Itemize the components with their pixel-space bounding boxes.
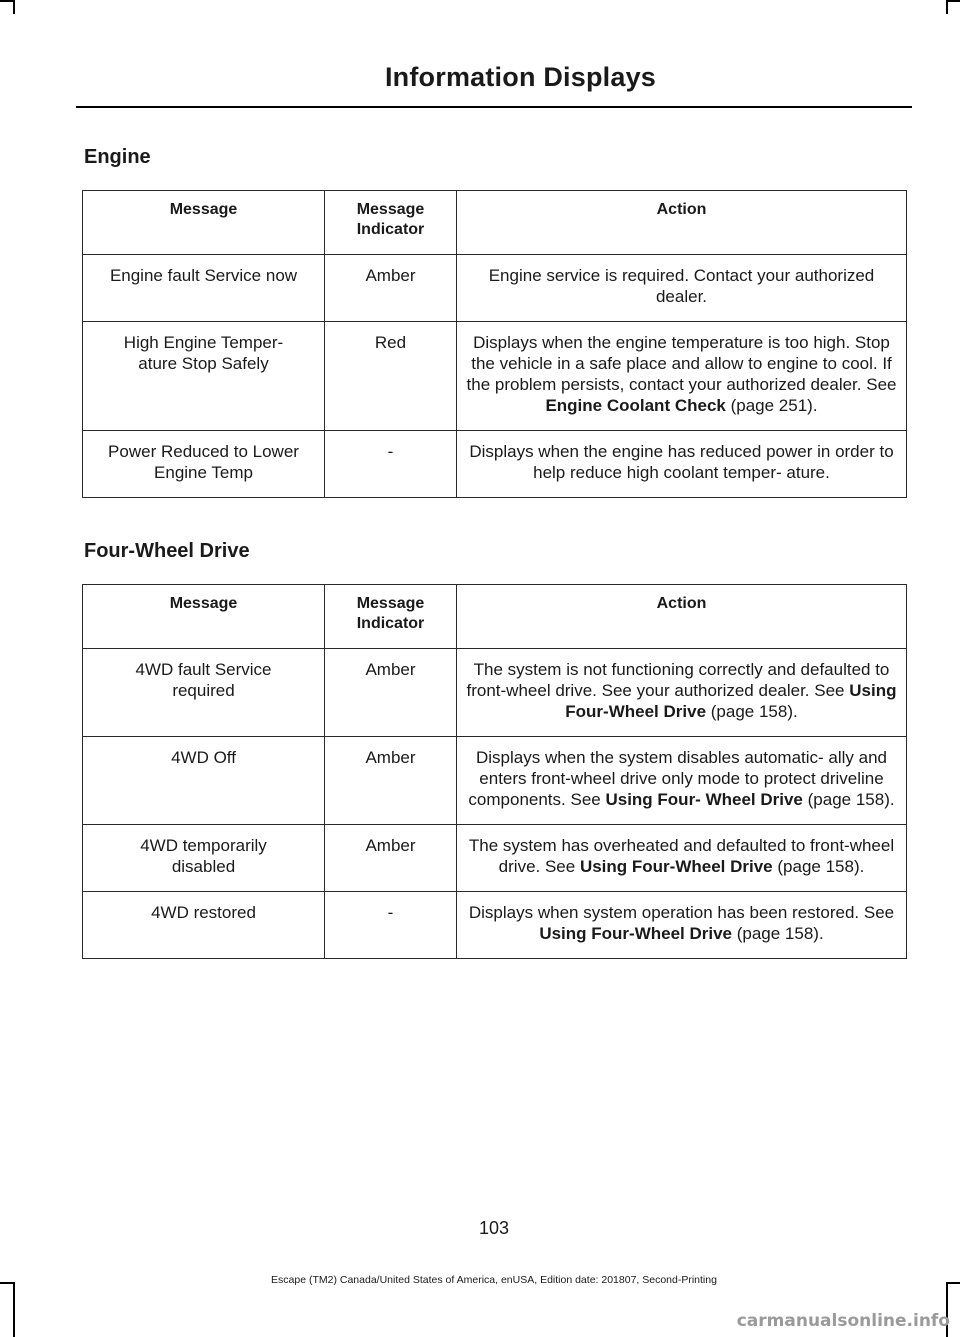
action-text: Displays when the engine has reduced power in order to help reduce high coolant temper- ature. — [469, 442, 894, 482]
column-header: Message Indicator — [325, 585, 457, 649]
cross-reference-link[interactable]: Using Four-Wheel Drive — [539, 924, 732, 943]
cross-reference-link[interactable]: Using Four-Wheel Drive — [565, 681, 897, 721]
column-header: Message Indicator — [325, 191, 457, 255]
indicator-cell: - — [325, 892, 457, 959]
message-cell: 4WD temporarily disabled — [83, 825, 325, 892]
page-reference: (page 158). — [807, 790, 895, 809]
indicator-cell: - — [325, 431, 457, 498]
page-reference: (page 158). — [710, 702, 798, 721]
table-row — [83, 431, 907, 498]
message-table — [82, 584, 907, 959]
action-cell — [457, 737, 907, 825]
table-header-row — [83, 585, 907, 649]
indicator-cell: Amber — [325, 255, 457, 322]
column-header: Message — [83, 585, 325, 649]
page-footer: Escape (TM2) Canada/United States of America, enUSA, Edition date: 201807, Second-Printing — [271, 1274, 717, 1286]
message-cell: 4WD restored — [83, 892, 325, 959]
crop-mark — [0, 0, 14, 2]
action-cell — [457, 649, 907, 737]
section-title: Engine — [84, 146, 151, 168]
action-text: The system is not functioning correctly and defaulted to front-wheel drive. See your authorized dealer. See — [466, 660, 890, 700]
page-reference: (page 251). — [730, 396, 818, 415]
crop-mark — [13, 1282, 15, 1337]
table-header-row — [83, 191, 907, 255]
action-cell — [457, 255, 907, 322]
table-row — [83, 737, 907, 825]
column-header: Action — [457, 191, 907, 255]
message-cell: Engine fault Service now — [83, 255, 325, 322]
action-cell — [457, 825, 907, 892]
cross-reference-link[interactable]: Using Four-Wheel Drive — [579, 857, 773, 876]
page-reference: (page 158). — [777, 857, 865, 876]
action-cell — [457, 431, 907, 498]
action-text: Displays when the system disables automatic- ally and enters front-wheel drive only mode to protect driveline components. See — [468, 748, 888, 809]
table-row — [83, 255, 907, 322]
table-row — [83, 825, 907, 892]
cross-reference-link[interactable]: Using Four- Wheel Drive — [605, 790, 803, 809]
action-text: Engine service is required. Contact your authorized dealer. — [488, 266, 875, 306]
column-header: Action — [457, 585, 907, 649]
action-cell — [457, 322, 907, 431]
action-text: Displays when system operation has been restored. See — [468, 903, 895, 922]
table-row — [83, 892, 907, 959]
header-divider — [76, 106, 912, 108]
message-cell: Power Reduced to Lower Engine Temp — [83, 431, 325, 498]
crop-mark — [946, 0, 948, 14]
message-cell: 4WD fault Service required — [83, 649, 325, 737]
page-number: 103 — [478, 1218, 510, 1238]
action-cell — [457, 892, 907, 959]
indicator-cell: Red — [325, 322, 457, 431]
action-text: The system has overheated and defaulted to front-wheel drive. See — [468, 836, 895, 876]
action-text: Displays when the engine temperature is too high. Stop the vehicle in a safe place and allow to engine to cool. If the problem persists, contact your authorized dealer. See — [466, 333, 897, 394]
crop-mark — [946, 0, 960, 2]
section-title: Four-Wheel Drive — [84, 540, 250, 562]
page-header-title: Information Displays — [384, 62, 656, 92]
cross-reference-link[interactable]: Engine Coolant Check — [545, 396, 726, 415]
indicator-cell: Amber — [325, 825, 457, 892]
crop-mark — [13, 0, 15, 14]
page-reference: (page 158). — [736, 924, 824, 943]
watermark: carmanualsonline.info — [736, 1311, 950, 1331]
indicator-cell: Amber — [325, 649, 457, 737]
message-table — [82, 190, 907, 498]
message-cell: High Engine Temper- ature Stop Safely — [83, 322, 325, 431]
message-cell: 4WD Off — [83, 737, 325, 825]
column-header: Message — [83, 191, 325, 255]
table-row — [83, 322, 907, 431]
table-row — [83, 649, 907, 737]
indicator-cell: Amber — [325, 737, 457, 825]
